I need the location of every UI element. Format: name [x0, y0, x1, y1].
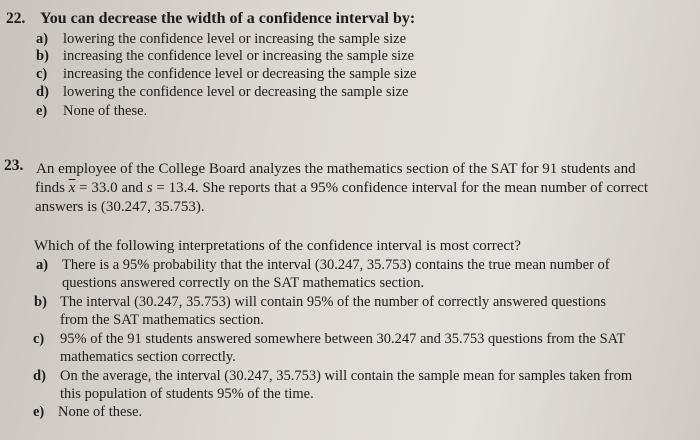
option-text: this population of students 95% of the time. — [60, 386, 314, 402]
option-text: lowering the confidence level or decreasing the sample size — [63, 84, 409, 100]
option-letter: a) — [36, 31, 49, 47]
question-stem-line: answers is (30.247, 35.753). — [35, 199, 205, 215]
sample-mean-symbol: $\overline{x}$ — [68, 180, 76, 196]
option-text: There is a 95% probability that the interval (30.247, 35.753) contains the true mean number of — [62, 257, 610, 273]
option-letter: e) — [36, 103, 48, 119]
option-text: The interval (30.247, 35.753) will contain 95% of the number of correctly answered questions — [60, 294, 607, 310]
stem-text: finds — [35, 180, 65, 196]
stem-text: = 13.4. She reports that a 95% confidence interval for the mean number of correct — [156, 180, 648, 196]
std-dev-symbol: s — [146, 180, 153, 196]
option-text: None of these. — [58, 404, 143, 420]
option-text: increasing the confidence level or decreasing the sample size — [63, 66, 417, 82]
question-number: 22. — [6, 10, 26, 27]
option-text: lowering the confidence level or increasing the sample size — [63, 31, 407, 47]
option-text: increasing the confidence level or increasing the sample size — [63, 48, 415, 64]
option-text: from the SAT mathematics section. — [60, 312, 264, 328]
option-letter: d) — [33, 368, 46, 384]
option-text: None of these. — [63, 103, 148, 119]
option-letter: e) — [33, 404, 45, 420]
question-stem-line — [35, 180, 648, 197]
question-prompt: Which of the following interpretations of the confidence interval is most correct? — [34, 238, 521, 254]
option-text: mathematics section correctly. — [60, 349, 236, 365]
option-text: questions answered correctly on the SAT mathematics section. — [62, 275, 425, 291]
option-letter: c) — [36, 66, 48, 82]
question-stem: You can decrease the width of a confidence interval by: — [40, 10, 416, 27]
option-letter: b) — [36, 48, 49, 64]
option-letter: c) — [33, 331, 45, 347]
option-letter: d) — [36, 84, 49, 100]
question-stem-line: An employee of the College Board analyzes the mathematics section of the SAT for 91 students and — [36, 161, 636, 177]
option-text: 95% of the 91 students answered somewhere between 30.247 and 35.753 questions from the SAT — [60, 331, 626, 347]
question-number: 23. — [4, 157, 24, 174]
option-letter: a) — [36, 257, 49, 273]
stem-text: = 33.0 and — [79, 180, 144, 196]
option-text: On the average, the interval (30.247, 35.753) will contain the sample mean for samples taken from — [60, 368, 633, 384]
option-letter: b) — [34, 294, 47, 310]
